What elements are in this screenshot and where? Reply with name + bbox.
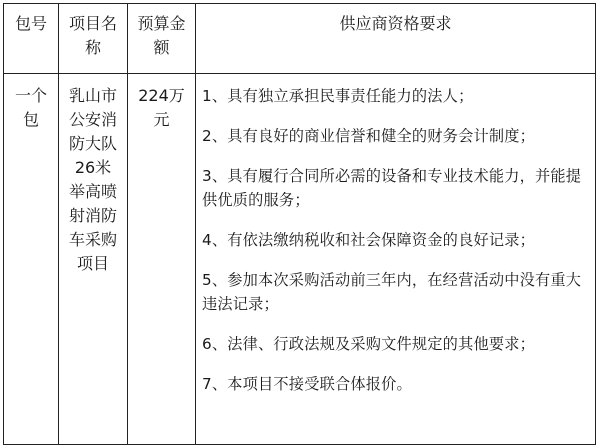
procurement-table xyxy=(3,3,596,445)
requirement-item: 4、有依法缴纳税收和社会保障资金的良好记录； xyxy=(202,231,536,249)
header-budget: 预算金额 xyxy=(128,4,196,74)
header-project-name: 项目名称 xyxy=(59,4,128,74)
requirement-item: 7、本项目不接受联合体报价。 xyxy=(202,375,412,393)
requirement-item: 5、参加本次采购活动前三年内，在经营活动中没有重大违法记录； xyxy=(202,271,582,313)
cell-package-no: 一个包 xyxy=(4,74,59,445)
cell-project-name: 乳山市公安消防大队26米举高喷射消防车采购项目 xyxy=(59,74,128,445)
cell-requirements xyxy=(196,74,596,445)
header-row xyxy=(4,4,596,74)
requirement-item: 2、具有良好的商业信誉和健全的财务会计制度； xyxy=(202,127,536,145)
header-package-no: 包号 xyxy=(4,4,59,74)
requirement-item: 6、法律、行政法规及采购文件规定的其他要求； xyxy=(202,335,536,353)
table-row xyxy=(4,74,596,445)
requirement-item: 1、具有独立承担民事责任能力的法人； xyxy=(202,87,474,105)
cell-budget: 224万元 xyxy=(128,74,196,445)
requirement-item: 3、具有履行合同所必需的设备和专业技术能力，并能提供优质的服务； xyxy=(202,167,582,209)
header-supplier-requirements: 供应商资格要求 xyxy=(196,4,596,74)
